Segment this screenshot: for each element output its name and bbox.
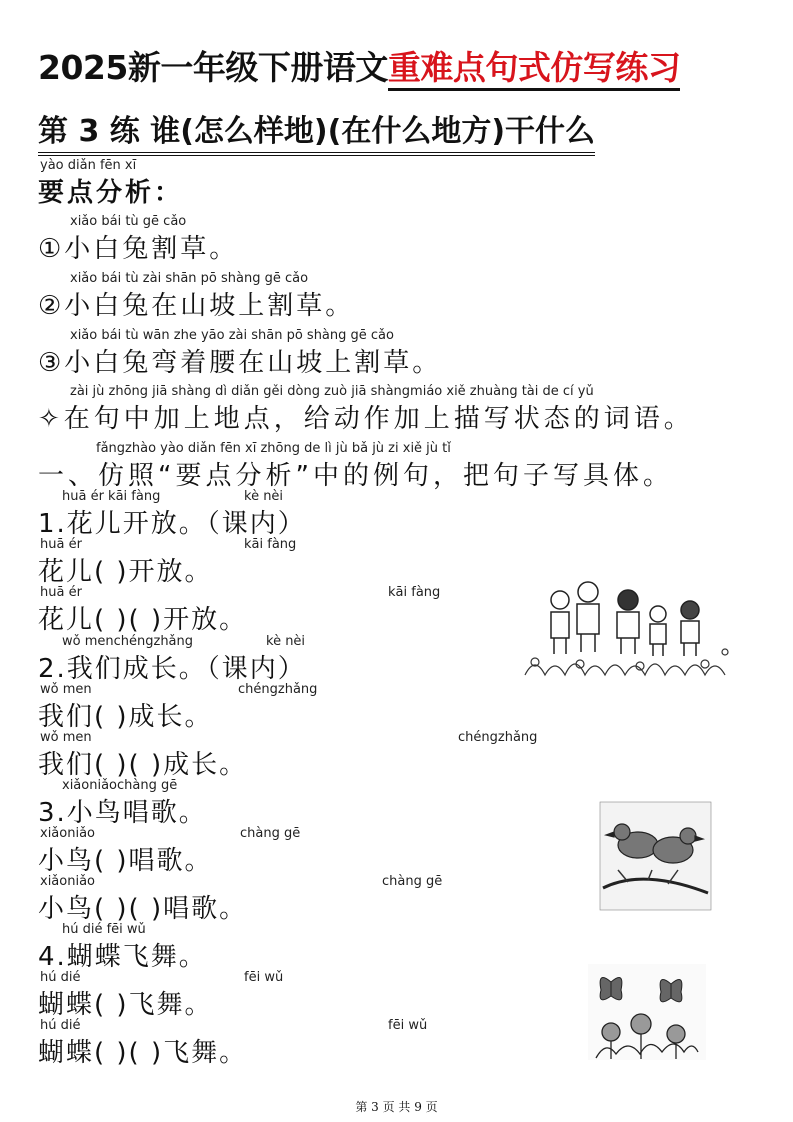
q1-pinyin: huā ér kāi fàng bbox=[62, 489, 161, 504]
q3-row1-pinyin: xiǎoniǎo bbox=[40, 826, 95, 841]
page-title bbox=[38, 42, 680, 89]
tip-pinyin: zài jù zhōng jiā shàng dì diǎn gěi dòng zuò jiā shàngmiáo xiě zhuàng tài de cí yǔ bbox=[70, 384, 594, 399]
q2-row1-pinyin: wǒ men bbox=[40, 682, 92, 697]
example3-pinyin: xiǎo bái tù wān zhe yāo zài shān pō shàng gē cǎo bbox=[70, 328, 394, 343]
q1-row1-pinyin-b: kāi fàng bbox=[244, 537, 297, 552]
page-number: 第 3 页 共 9 页 bbox=[355, 1100, 438, 1114]
children-flowers-illustration bbox=[520, 540, 735, 690]
q3-sentence: 3.小鸟唱歌。 bbox=[38, 798, 207, 828]
q4-pinyin: hú dié fēi wǔ bbox=[62, 922, 146, 937]
q1-row2-pinyin-b: kāi fàng bbox=[388, 585, 441, 600]
example3: ③小白兔弯着腰在山坡上割草。 bbox=[38, 348, 442, 378]
q3-row2-pinyin: xiǎoniǎo bbox=[40, 874, 95, 889]
q3-row1: 小鸟( )唱歌。 bbox=[38, 846, 213, 876]
q1-row2-pinyin: huā ér bbox=[40, 585, 82, 600]
birds-illustration bbox=[598, 800, 713, 912]
example1: ①小白兔割草。 bbox=[38, 234, 239, 264]
q3-pinyin: xiǎoniǎochàng gē bbox=[62, 778, 178, 793]
q2-row2-pinyin-b: chéngzhǎng bbox=[458, 730, 538, 745]
q4-row2: 蝴蝶( )( )飞舞。 bbox=[38, 1038, 248, 1068]
q2-row2-pinyin: wǒ men bbox=[40, 730, 92, 745]
q2-pinyin-note: kè nèi bbox=[266, 634, 306, 649]
q2-sentence: 2.我们成长。（课内） bbox=[38, 654, 306, 684]
q2-pinyin: wǒ menchéngzhǎng bbox=[62, 634, 194, 649]
q4-row2-pinyin: hú dié bbox=[40, 1018, 81, 1033]
q3-row2-pinyin-b: chàng gē bbox=[382, 874, 443, 889]
lesson-subtitle: 第 3 练 谁(怎么样地)(在什么地方)干什么 bbox=[38, 106, 595, 156]
q1-row2: 花儿( )( )开放。 bbox=[38, 605, 248, 635]
butterflies-illustration bbox=[586, 962, 708, 1062]
q1-row1: 花儿( )开放。 bbox=[38, 557, 213, 587]
q4-row1-pinyin: hú dié bbox=[40, 970, 81, 985]
section1-heading: 一、仿照“要点分析”中的例句，把句子写具体。 bbox=[38, 461, 673, 491]
example2: ②小白兔在山坡上割草。 bbox=[38, 291, 355, 321]
q3-row1-pinyin-b: chàng gē bbox=[240, 826, 301, 841]
analysis-heading-pinyin: yào diǎn fēn xī bbox=[40, 158, 137, 173]
q1-pinyin-note: kè nèi bbox=[244, 489, 284, 504]
q1-sentence: 1.花儿开放。（课内） bbox=[38, 509, 306, 539]
title-black: 2025新一年级下册语文 bbox=[38, 48, 388, 87]
q2-row1: 我们( )成长。 bbox=[38, 702, 213, 732]
q2-row2: 我们( )( )成长。 bbox=[38, 750, 248, 780]
q4-row1: 蝴蝶( )飞舞。 bbox=[38, 990, 213, 1020]
section1-pinyin: fǎngzhào yào diǎn fēn xī zhōng de lì jù bǎ jù zi xiě jù tǐ bbox=[96, 441, 451, 456]
q3-row2: 小鸟( )( )唱歌。 bbox=[38, 894, 248, 924]
tip-text: ✧在句中加上地点，给动作加上描写状态的词语。 bbox=[38, 404, 694, 434]
example1-pinyin: xiǎo bái tù gē cǎo bbox=[70, 214, 187, 229]
q4-sentence: 4.蝴蝶飞舞。 bbox=[38, 942, 207, 972]
q4-row2-pinyin-b: fēi wǔ bbox=[388, 1018, 428, 1033]
q4-row1-pinyin-b: fēi wǔ bbox=[244, 970, 284, 985]
analysis-heading: 要点分析： bbox=[38, 178, 184, 208]
q1-row1-pinyin: huā ér bbox=[40, 537, 82, 552]
example2-pinyin: xiǎo bái tù zài shān pō shàng gē cǎo bbox=[70, 271, 309, 286]
title-red: 重难点句式仿写练习 bbox=[388, 48, 681, 91]
q2-row1-pinyin-b: chéngzhǎng bbox=[238, 682, 318, 697]
